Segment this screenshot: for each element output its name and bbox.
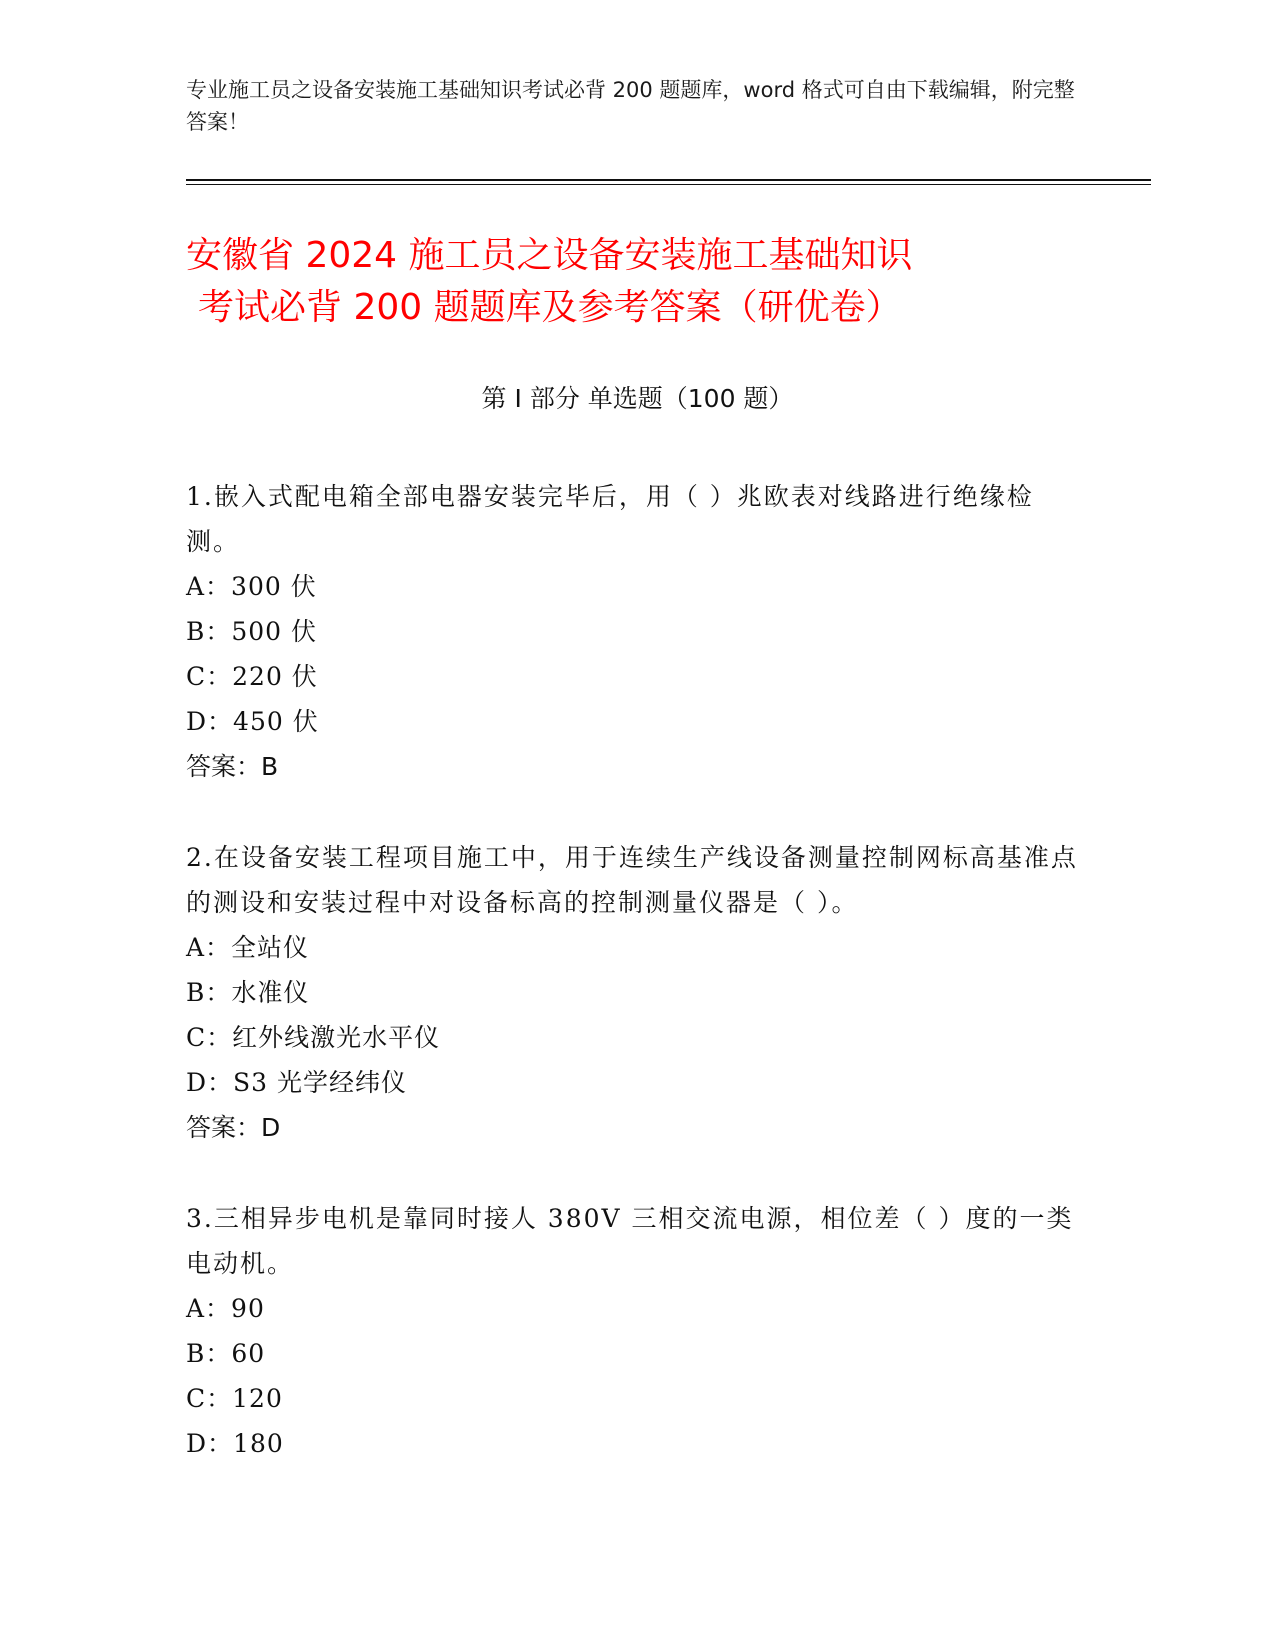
- option-c: C：红外线激光水平仪: [186, 1023, 441, 1052]
- question-list: [186, 474, 1086, 1512]
- answer-line: 答案：B: [186, 752, 279, 781]
- header-divider-thin: [186, 184, 1151, 185]
- option-a: A：全站仪: [186, 933, 310, 962]
- question-2: [186, 835, 1086, 1150]
- title-line-2: 考试必背 200 题题库及参考答案（研优卷）: [198, 287, 902, 328]
- question-3: [186, 1196, 1086, 1466]
- option-d: D：180: [186, 1429, 284, 1458]
- option-b: B：水准仪: [186, 978, 310, 1007]
- section-heading: 第 I 部分 单选题（100 题）: [481, 384, 794, 413]
- header-divider-thick: [186, 179, 1151, 181]
- question-stem: 3.三相异步电机是靠同时接人 380V 三相交流电源，相位差（ ）度的一类电动机。: [186, 1204, 1074, 1278]
- option-b: B：60: [186, 1339, 266, 1368]
- option-c: C：120: [186, 1384, 283, 1413]
- option-b: B：500 伏: [186, 617, 318, 646]
- question-1: [186, 474, 1086, 789]
- option-a: A：90: [186, 1294, 265, 1323]
- title-line-1: 安徽省 2024 施工员之设备安装施工基础知识: [186, 235, 913, 276]
- document-title: [186, 230, 1086, 334]
- option-d: D：S3 光学经纬仪: [186, 1068, 408, 1097]
- header-note: 专业施工员之设备安装施工基础知识考试必背 200 题题库，word 格式可自由下载编辑，附完整答案！: [186, 78, 1075, 134]
- option-c: C：220 伏: [186, 662, 318, 691]
- question-stem: 1.嵌入式配电箱全部电器安装完毕后，用（ ）兆欧表对线路进行绝缘检测。: [186, 482, 1034, 556]
- option-a: A：300 伏: [186, 572, 317, 601]
- answer-line: 答案：D: [186, 1113, 281, 1142]
- option-d: D：450 伏: [186, 707, 319, 736]
- question-stem: 2.在设备安装工程项目施工中，用于连续生产线设备测量控制网标高基准点的测设和安装过程中对设备标高的控制测量仪器是（ ）。: [186, 843, 1078, 917]
